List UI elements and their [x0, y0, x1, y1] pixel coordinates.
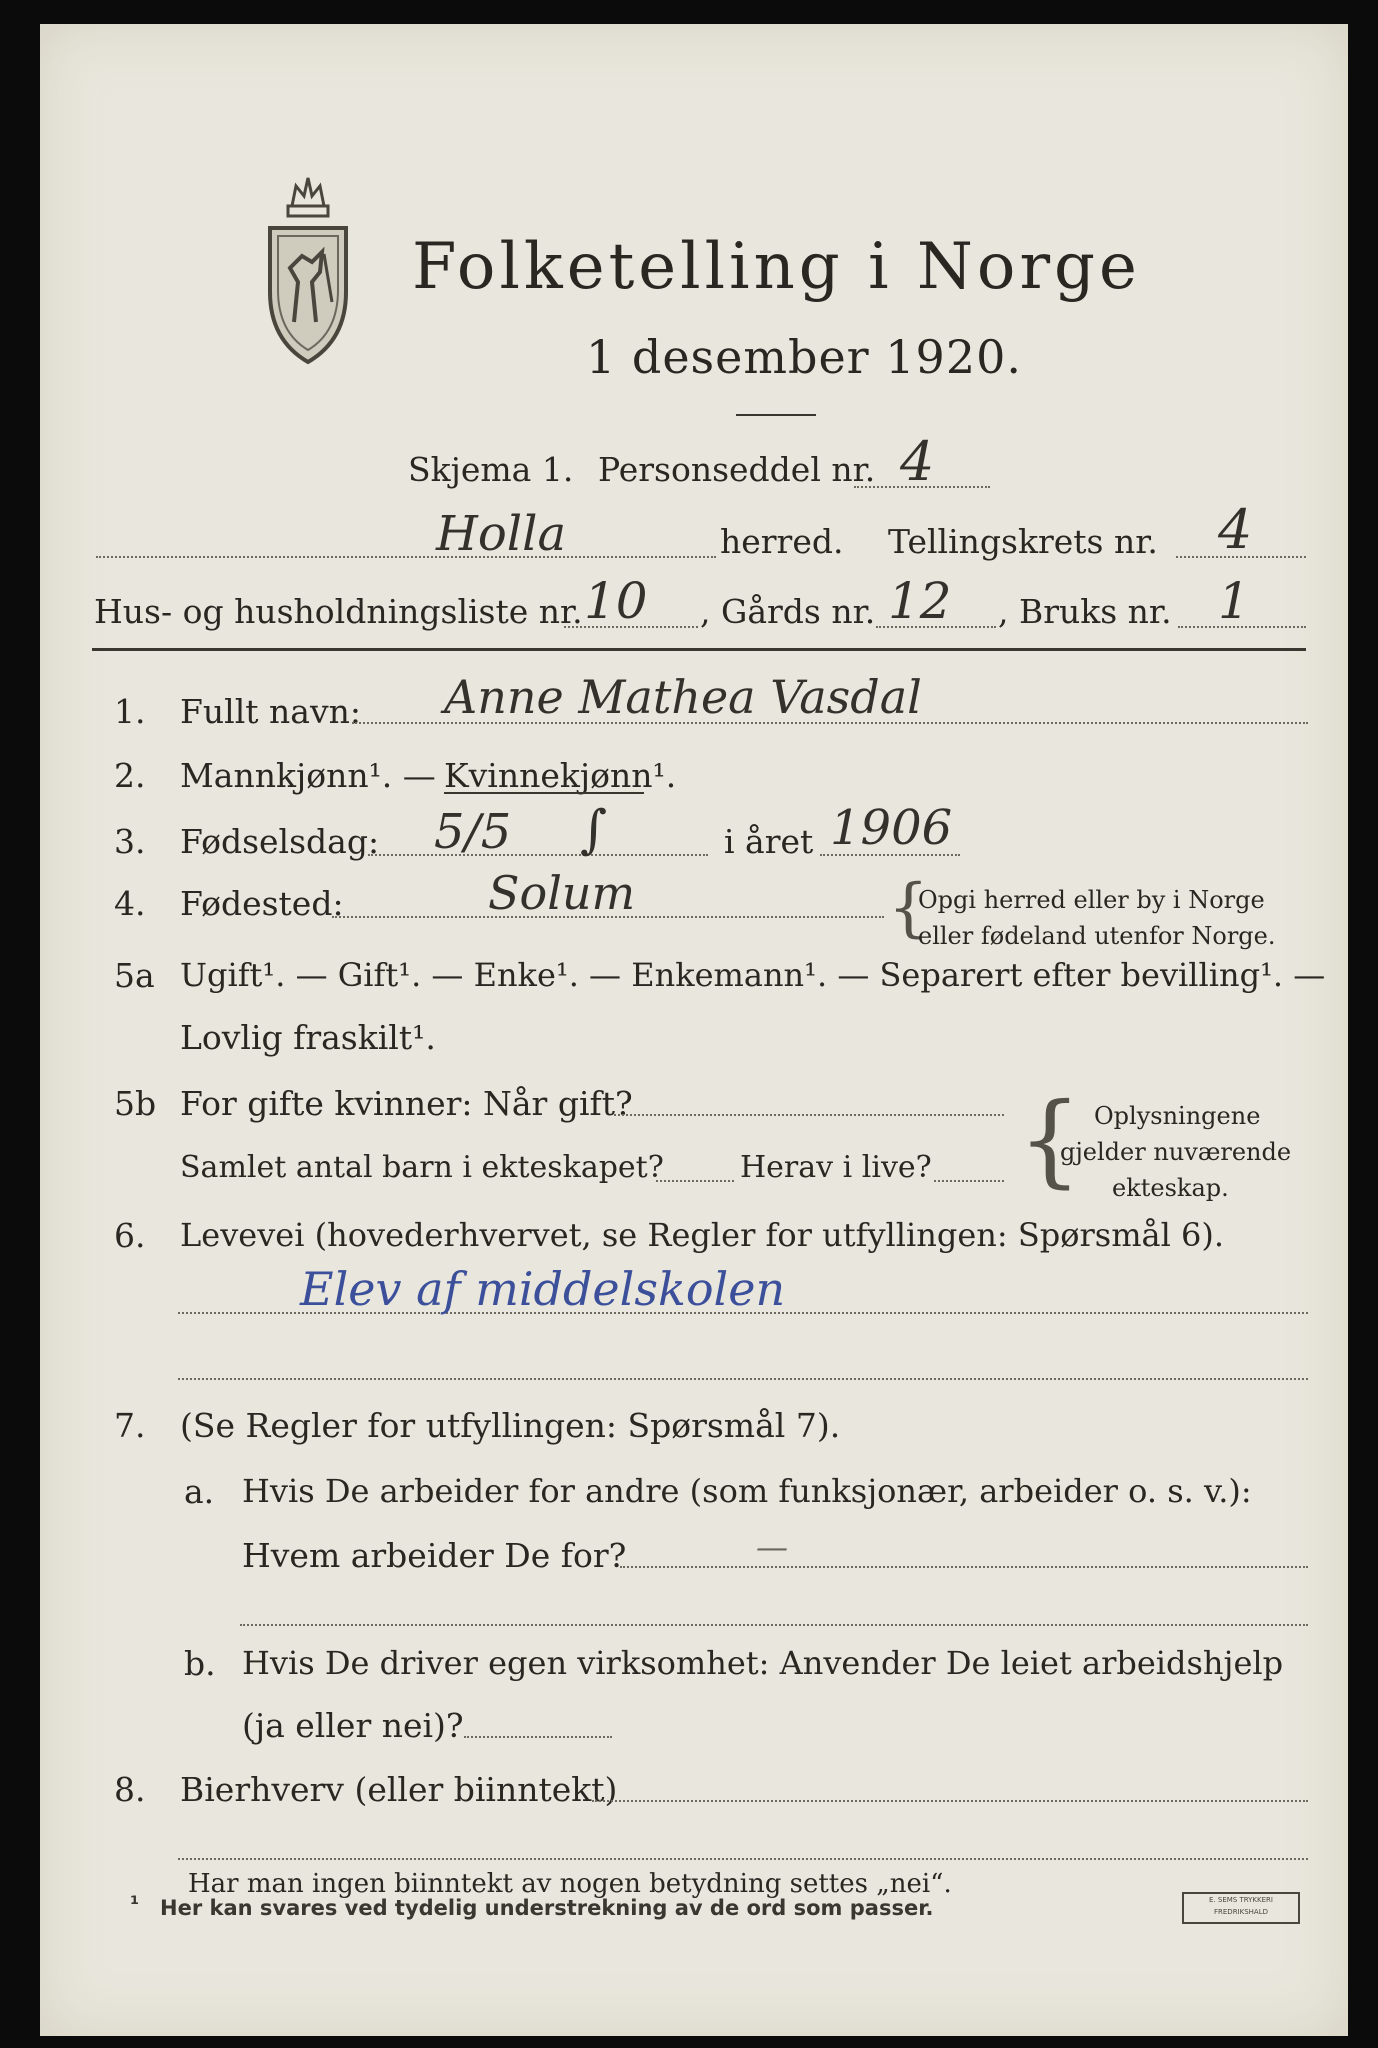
bruks-label: , Bruks nr.: [998, 592, 1172, 631]
gards-value: 12: [888, 572, 952, 630]
q4-brace: {: [888, 871, 929, 945]
q3-value: 5/5: [434, 804, 512, 860]
footnote-text: Her kan svares ved tydelig understrekning av de ord som passer.: [160, 1896, 934, 1920]
q8-label: Bierhverv (eller biinntekt): [180, 1770, 618, 1809]
q5b-note-line2: gjelder nuværende: [1060, 1138, 1292, 1166]
q4-label: Fødested:: [180, 884, 344, 923]
q2-number: 2.: [114, 756, 146, 795]
husliste-value: 10: [584, 572, 648, 630]
q7b-line1: Hvis De driver egen virksomhet: Anvender De leiet arbeidshjelp: [242, 1644, 1284, 1682]
q5a-number: 5a: [114, 956, 155, 995]
header-divider: [92, 648, 1306, 651]
q5b-line2b: Herav i live?: [740, 1150, 932, 1185]
printer-stamp: [1182, 1892, 1300, 1924]
q5b-married-line: [614, 1114, 1004, 1116]
q5b-alive-line: [934, 1180, 1004, 1182]
herred-value: Holla: [436, 506, 567, 562]
q3-mark: ∫: [580, 800, 608, 860]
gards-label: , Gårds nr.: [700, 592, 876, 631]
q7a-line2: Hvem arbeider De for?: [242, 1536, 627, 1575]
q5b-note-line3: ekteskap.: [1112, 1174, 1229, 1202]
q5b-note-line1: Oplysningene: [1094, 1102, 1261, 1130]
printer-stamp-text: E. SEMS TRYKKERI FREDRIKSHALD: [1209, 1896, 1273, 1916]
q6-label: Levevei (hovederhvervet, se Regler for utfyllingen: Spørsmål 6).: [180, 1216, 1225, 1254]
q4-note-line2: eller fødeland utenfor Norge.: [918, 922, 1276, 950]
personseddel-label: Personseddel nr.: [598, 450, 876, 489]
q5a-line1: Ugift¹. — Gift¹. — Enke¹. — Enkemann¹. — Separert efter bevilling¹. —: [180, 956, 1326, 994]
q8-number: 8.: [114, 1770, 146, 1809]
tellingskrets-value: 4: [1218, 498, 1253, 561]
q3-year-value: 1906: [830, 800, 953, 856]
q2-mann: Mannkjønn¹. —: [180, 756, 436, 795]
q7-label: (Se Regler for utfyllingen: Spørsmål 7).: [180, 1406, 841, 1445]
q5b-number: 5b: [114, 1084, 157, 1123]
q7a-value: —: [756, 1528, 788, 1566]
q3-year-label: i året: [724, 822, 814, 861]
q7a-line1: Hvis De arbeider for andre (som funksjonær, arbeider o. s. v.):: [242, 1472, 1252, 1510]
q3-number: 3.: [114, 822, 146, 861]
q7-number: 7.: [114, 1406, 146, 1445]
q7b-letter: b.: [184, 1644, 216, 1683]
q2-kvinne-underline: [444, 792, 644, 794]
form-title: Folketelling i Norge: [412, 230, 1141, 304]
q5a-line2: Lovlig fraskilt¹.: [180, 1018, 436, 1057]
q4-number: 4.: [114, 884, 146, 923]
q8-line2: [178, 1858, 1308, 1860]
bruks-value: 1: [1218, 572, 1250, 630]
q6-line2: [178, 1378, 1308, 1380]
skjema-label: Skjema 1.: [408, 450, 574, 489]
norwegian-coat-of-arms-icon: [250, 172, 366, 368]
herred-line: [96, 556, 716, 558]
q8-note: Har man ingen biinntekt av nogen betydning settes „nei“.: [188, 1869, 952, 1899]
q5b-children-line: [656, 1180, 734, 1182]
q7b-answer-line: [464, 1736, 612, 1738]
personseddel-value: 4: [900, 430, 935, 493]
q7a-employer-line: [620, 1566, 1308, 1568]
q3-line: [368, 854, 708, 856]
q5b-line2a: Samlet antal barn i ekteskapet?: [180, 1150, 664, 1185]
q1-number: 1.: [114, 692, 146, 731]
husliste-label: Hus- og husholdningsliste nr.: [94, 592, 583, 631]
q4-value: Solum: [488, 866, 636, 920]
q2-kvinne: Kvinnekjønn¹.: [444, 756, 677, 795]
q7a-line-extra: [240, 1624, 1308, 1626]
footnote-marker: ¹: [130, 1892, 140, 1916]
q5b-brace: {: [1018, 1081, 1082, 1198]
q7b-line2: (ja eller nei)?: [242, 1706, 464, 1745]
q6-number: 6.: [114, 1216, 146, 1255]
q5b-line1: For gifte kvinner: Når gift?: [180, 1084, 633, 1123]
q6-value: Elev af middelskolen: [300, 1262, 786, 1316]
title-divider: [736, 414, 816, 416]
q1-value: Anne Mathea Vasdal: [444, 670, 922, 724]
q7a-letter: a.: [184, 1472, 215, 1511]
census-date: 1 desember 1920.: [586, 330, 1022, 384]
herred-label: herred.: [720, 522, 844, 561]
tellingskrets-label: Tellingskrets nr.: [888, 522, 1158, 561]
q4-note-line1: Opgi herred eller by i Norge: [918, 886, 1265, 914]
q8-line1: [592, 1800, 1308, 1802]
q1-label: Fullt navn:: [180, 692, 361, 731]
q3-label: Fødselsdag:: [180, 822, 380, 861]
